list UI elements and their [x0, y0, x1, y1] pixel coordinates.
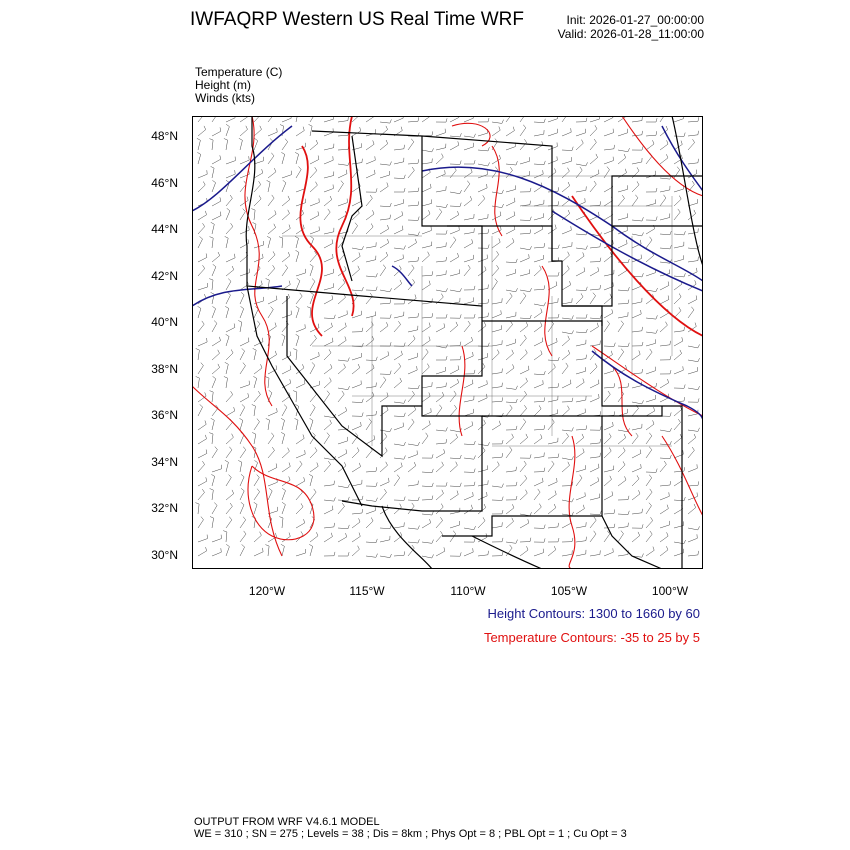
model-output-label: OUTPUT FROM WRF V4.6.1 MODEL [194, 816, 380, 828]
lat-label-36n: 36°N [151, 408, 178, 422]
lat-label-42n: 42°N [151, 269, 178, 283]
lat-label-32n: 32°N [151, 501, 178, 515]
field-winds-label: Winds (kts) [195, 91, 255, 105]
lon-label-110w: 110°W [450, 584, 486, 598]
lat-label-30n: 30°N [151, 548, 178, 562]
field-temperature-label: Temperature (C) [195, 65, 283, 79]
plot-title: IWFAQRP Western US Real Time WRF [190, 9, 524, 30]
init-time: Init: 2026-01-27_00:00:00 [566, 13, 704, 27]
map-panel [192, 116, 703, 569]
map-canvas [192, 116, 703, 569]
valid-time: Valid: 2026-01-28_11:00:00 [557, 27, 704, 41]
field-height-label: Height (m) [195, 78, 252, 92]
lat-label-40n: 40°N [151, 315, 178, 329]
lon-label-100w: 100°W [651, 584, 689, 598]
lon-label-105w: 105°W [550, 584, 588, 598]
height-contours-legend: Height Contours: 1300 to 1660 by 60 [487, 606, 700, 621]
model-config-label: WE = 310 ; SN = 275 ; Levels = 38 ; Dis = 8km ; Phys Opt = 8 ; PBL Opt = 1 ; Cu Opt = 3 [194, 828, 627, 840]
lat-label-34n: 34°N [151, 455, 178, 469]
lon-label-120w: 120°W [248, 584, 286, 598]
lat-label-44n: 44°N [151, 222, 178, 236]
lon-label-115w: 115°W [349, 584, 385, 598]
lat-label-48n: 48°N [151, 129, 178, 143]
lat-label-46n: 46°N [151, 176, 178, 190]
temperature-contours-legend: Temperature Contours: -35 to 25 by 5 [483, 630, 700, 645]
lat-label-38n: 38°N [151, 362, 178, 376]
